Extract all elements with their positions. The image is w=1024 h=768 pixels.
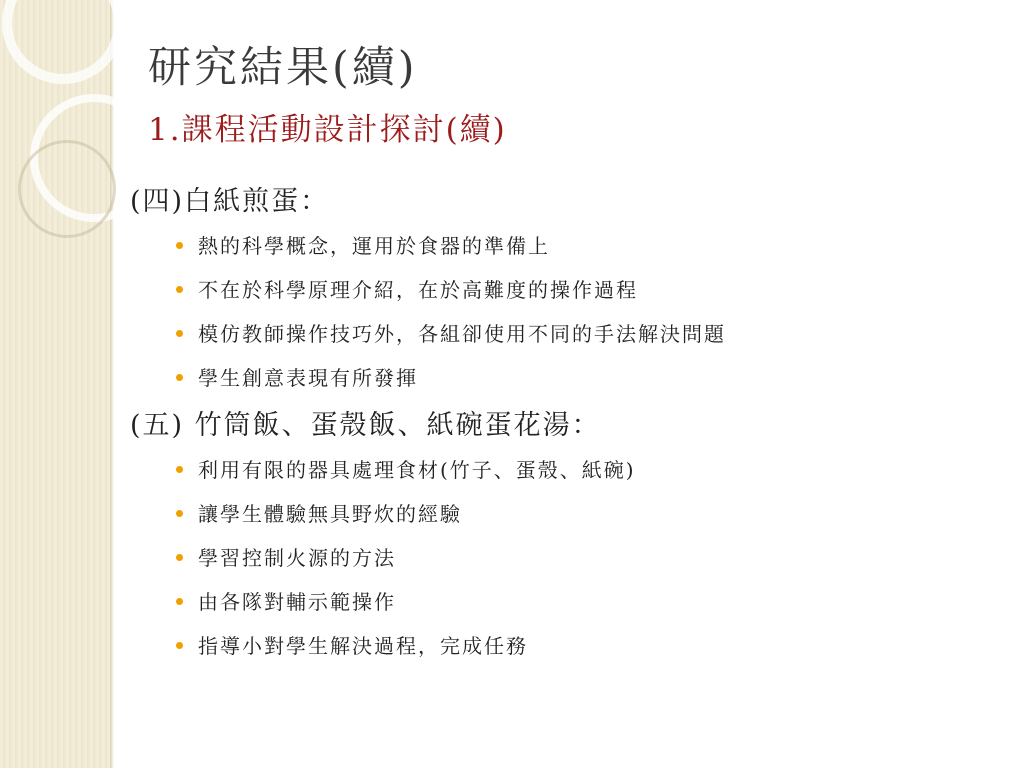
bullet-item (130, 224, 990, 268)
bullet-text: 利用有限的器具處理食材(竹子、蛋殼、紙碗) (198, 458, 636, 482)
bullet-text: 學生創意表現有所發揮 (198, 366, 418, 390)
section-heading: (五) 竹筒飯、蛋殼飯、紙碗蛋花湯： (130, 410, 601, 441)
bullet-dot-icon (176, 554, 183, 561)
slide-title: 研究結果(續) (148, 43, 418, 93)
bullet-list (130, 448, 990, 668)
bullet-item (130, 536, 990, 580)
bullet-dot-icon (176, 286, 183, 293)
bullet-text: 指導小對學生解決過程，完成任務 (198, 634, 528, 658)
bullet-text: 由各隊對輔示範操作 (198, 590, 396, 614)
bullet-item (130, 312, 990, 356)
section-heading: (四)白紙煎蛋： (130, 186, 330, 217)
bullet-dot-icon (176, 242, 183, 249)
slide-body (130, 180, 990, 672)
bullet-item (130, 580, 990, 624)
bullet-item (130, 356, 990, 400)
bullet-text: 不在於科學原理介紹，在於高難度的操作過程 (198, 278, 638, 302)
bullet-item (130, 624, 990, 668)
bullet-dot-icon (176, 466, 183, 473)
section-fried-egg (130, 180, 990, 400)
bullet-dot-icon (176, 642, 183, 649)
bullet-list (130, 224, 990, 400)
section-bamboo-rice (130, 404, 990, 668)
bullet-item (130, 492, 990, 536)
bullet-text: 學習控制火源的方法 (198, 546, 396, 570)
bullet-text: 模仿教師操作技巧外，各組卻使用不同的手法解決問題 (198, 322, 726, 346)
bullet-text: 讓學生體驗無具野炊的經驗 (198, 502, 462, 526)
bullet-dot-icon (176, 510, 183, 517)
bullet-item (130, 268, 990, 312)
bullet-dot-icon (176, 330, 183, 337)
slide-subtitle: 1.課程活動設計探討(續) (148, 112, 507, 148)
bullet-dot-icon (176, 598, 183, 605)
bullet-item (130, 448, 990, 492)
bullet-dot-icon (176, 374, 183, 381)
decorative-ring (18, 140, 116, 238)
bullet-text: 熱的科學概念，運用於食器的準備上 (198, 234, 550, 258)
